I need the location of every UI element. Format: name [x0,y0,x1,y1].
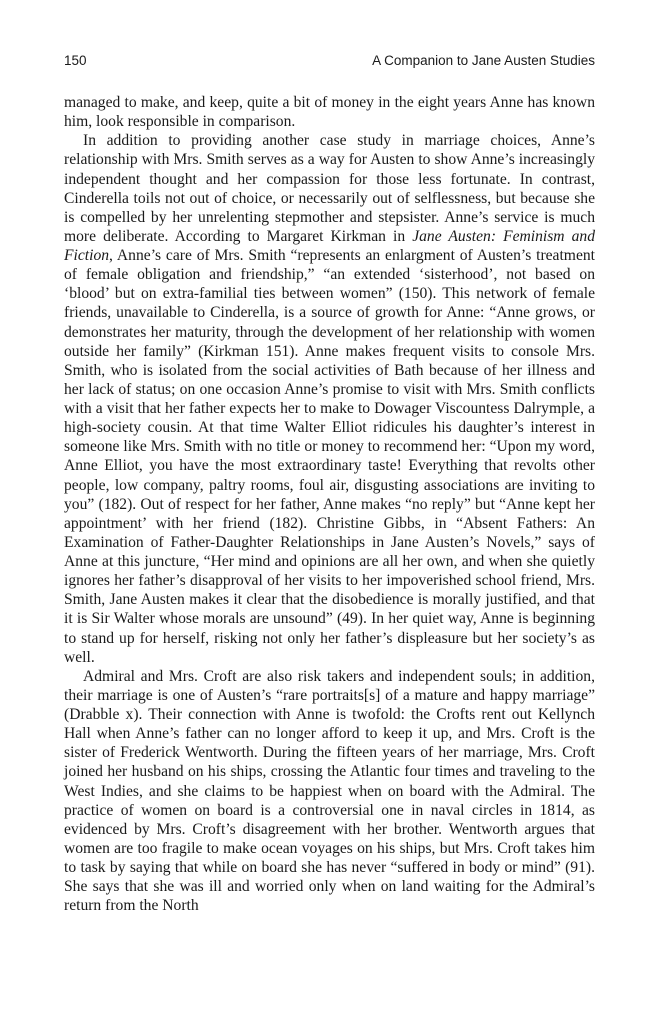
paragraph-1 [64,93,595,131]
running-head [64,52,595,70]
paragraph-2 [64,131,595,667]
book-title-citation: Jane Austen: Feminism and Fiction [64,227,595,264]
paragraph-text: managed to make, and keep, quite a bit of money in the eight years Anne has known him, look responsible in comparison. [64,94,595,131]
running-title: A Companion to Jane Austen Studies [372,53,595,68]
book-page [64,52,595,915]
paragraph-text: In addition to providing another case study in marriage choices, Anne’s relationship with Mrs. Smith serves as a way for Austen to show Anne’s increasingly independent thought and her compassion for those less fortunate. In contrast, Cinderella toils not out of choice, or necessarily out of selflessness, but because she is compelled by her unrelenting stepmother and stepsister. Anne’s service is much more deliberate. According to Margaret Kirkman in [64,132,595,245]
body-text [64,93,595,915]
page-number: 150 [64,53,87,68]
paragraph-text: , Anne’s care of Mrs. Smith “represents an enlargment of Austen’s treatment of female obligation and friendship,” “an extended ‘sisterhood’, not based on ‘blood’ but on extra-familial ties between women” (150). This network of female friends, unavailable to Cinderella, is a source of growth for Anne: “Anne grows, or demonstrates her maturity, through the development of her relationship with women outside her family” (Kirkman 151). Anne makes frequent visits to console Mrs. Smith, who is isolated from the social activities of Bath because of her illness and her lack of status; on one occasion Anne’s promise to visit with Mrs. Smith conflicts with a visit that her father expects her to make to Dowager Viscountess Dalrymple, a high-society cousin. At that time Walter Elliot ridicules his daughter’s interest in someone like Mrs. Smith with no title or money to recommend her: “Upon my word, Anne Elliot, you have the most extraordinary taste! Everything that revolts other people, low company, paltry rooms, foul air, disgusting associations are inviting to you” (182). Out of respect for her father, Anne makes “no reply” but “Anne kept her appointment’ with her friend (182). Christine Gibbs, in “Absent Fathers: An Examination of Father-Daughter Relationships in Jane Austen’s Novels,” says of Anne at this juncture, “Her mind and opinions are all her own, and when she quietly ignores her father’s disapproval of her visits to her impoverished school friend, Mrs. Smith, Jane Austen makes it clear that the disobedience is morally justified, and that it is Sir Walter whose morals are unsound” (49). In her quiet way, Anne is beginning to stand up for herself, risking not only her father’s displeasure but her society’s as well. [64,247,595,666]
paragraph-3 [64,667,595,916]
paragraph-text: Admiral and Mrs. Croft are also risk takers and independent souls; in addition, their marriage is one of Austen’s “rare portraits[s] of a mature and happy marriage” (Drabble x). Their connection with Anne is twofold: the Crofts rent out Kellynch Hall when Anne’s father can no longer afford to keep it up, and Mrs. Croft is the sister of Frederick Wentworth. During the fifteen years of her marriage, Mrs. Croft joined her husband on his ships, crossing the Atlantic four times and traveling to the West Indies, and she claims to be happiest when on board with the Admiral. The practice of women on board is a controversial one in naval circles in 1814, as evidenced by Mrs. Croft’s disagreement with her brother. Wentworth argues that women are too fragile to make ocean voyages on his ships, but Mrs. Croft takes him to task by saying that while on board she has never “suffered in body or mind” (91). She says that she was ill and worried only when on land waiting for the Admiral’s return from the North [64,667,595,915]
